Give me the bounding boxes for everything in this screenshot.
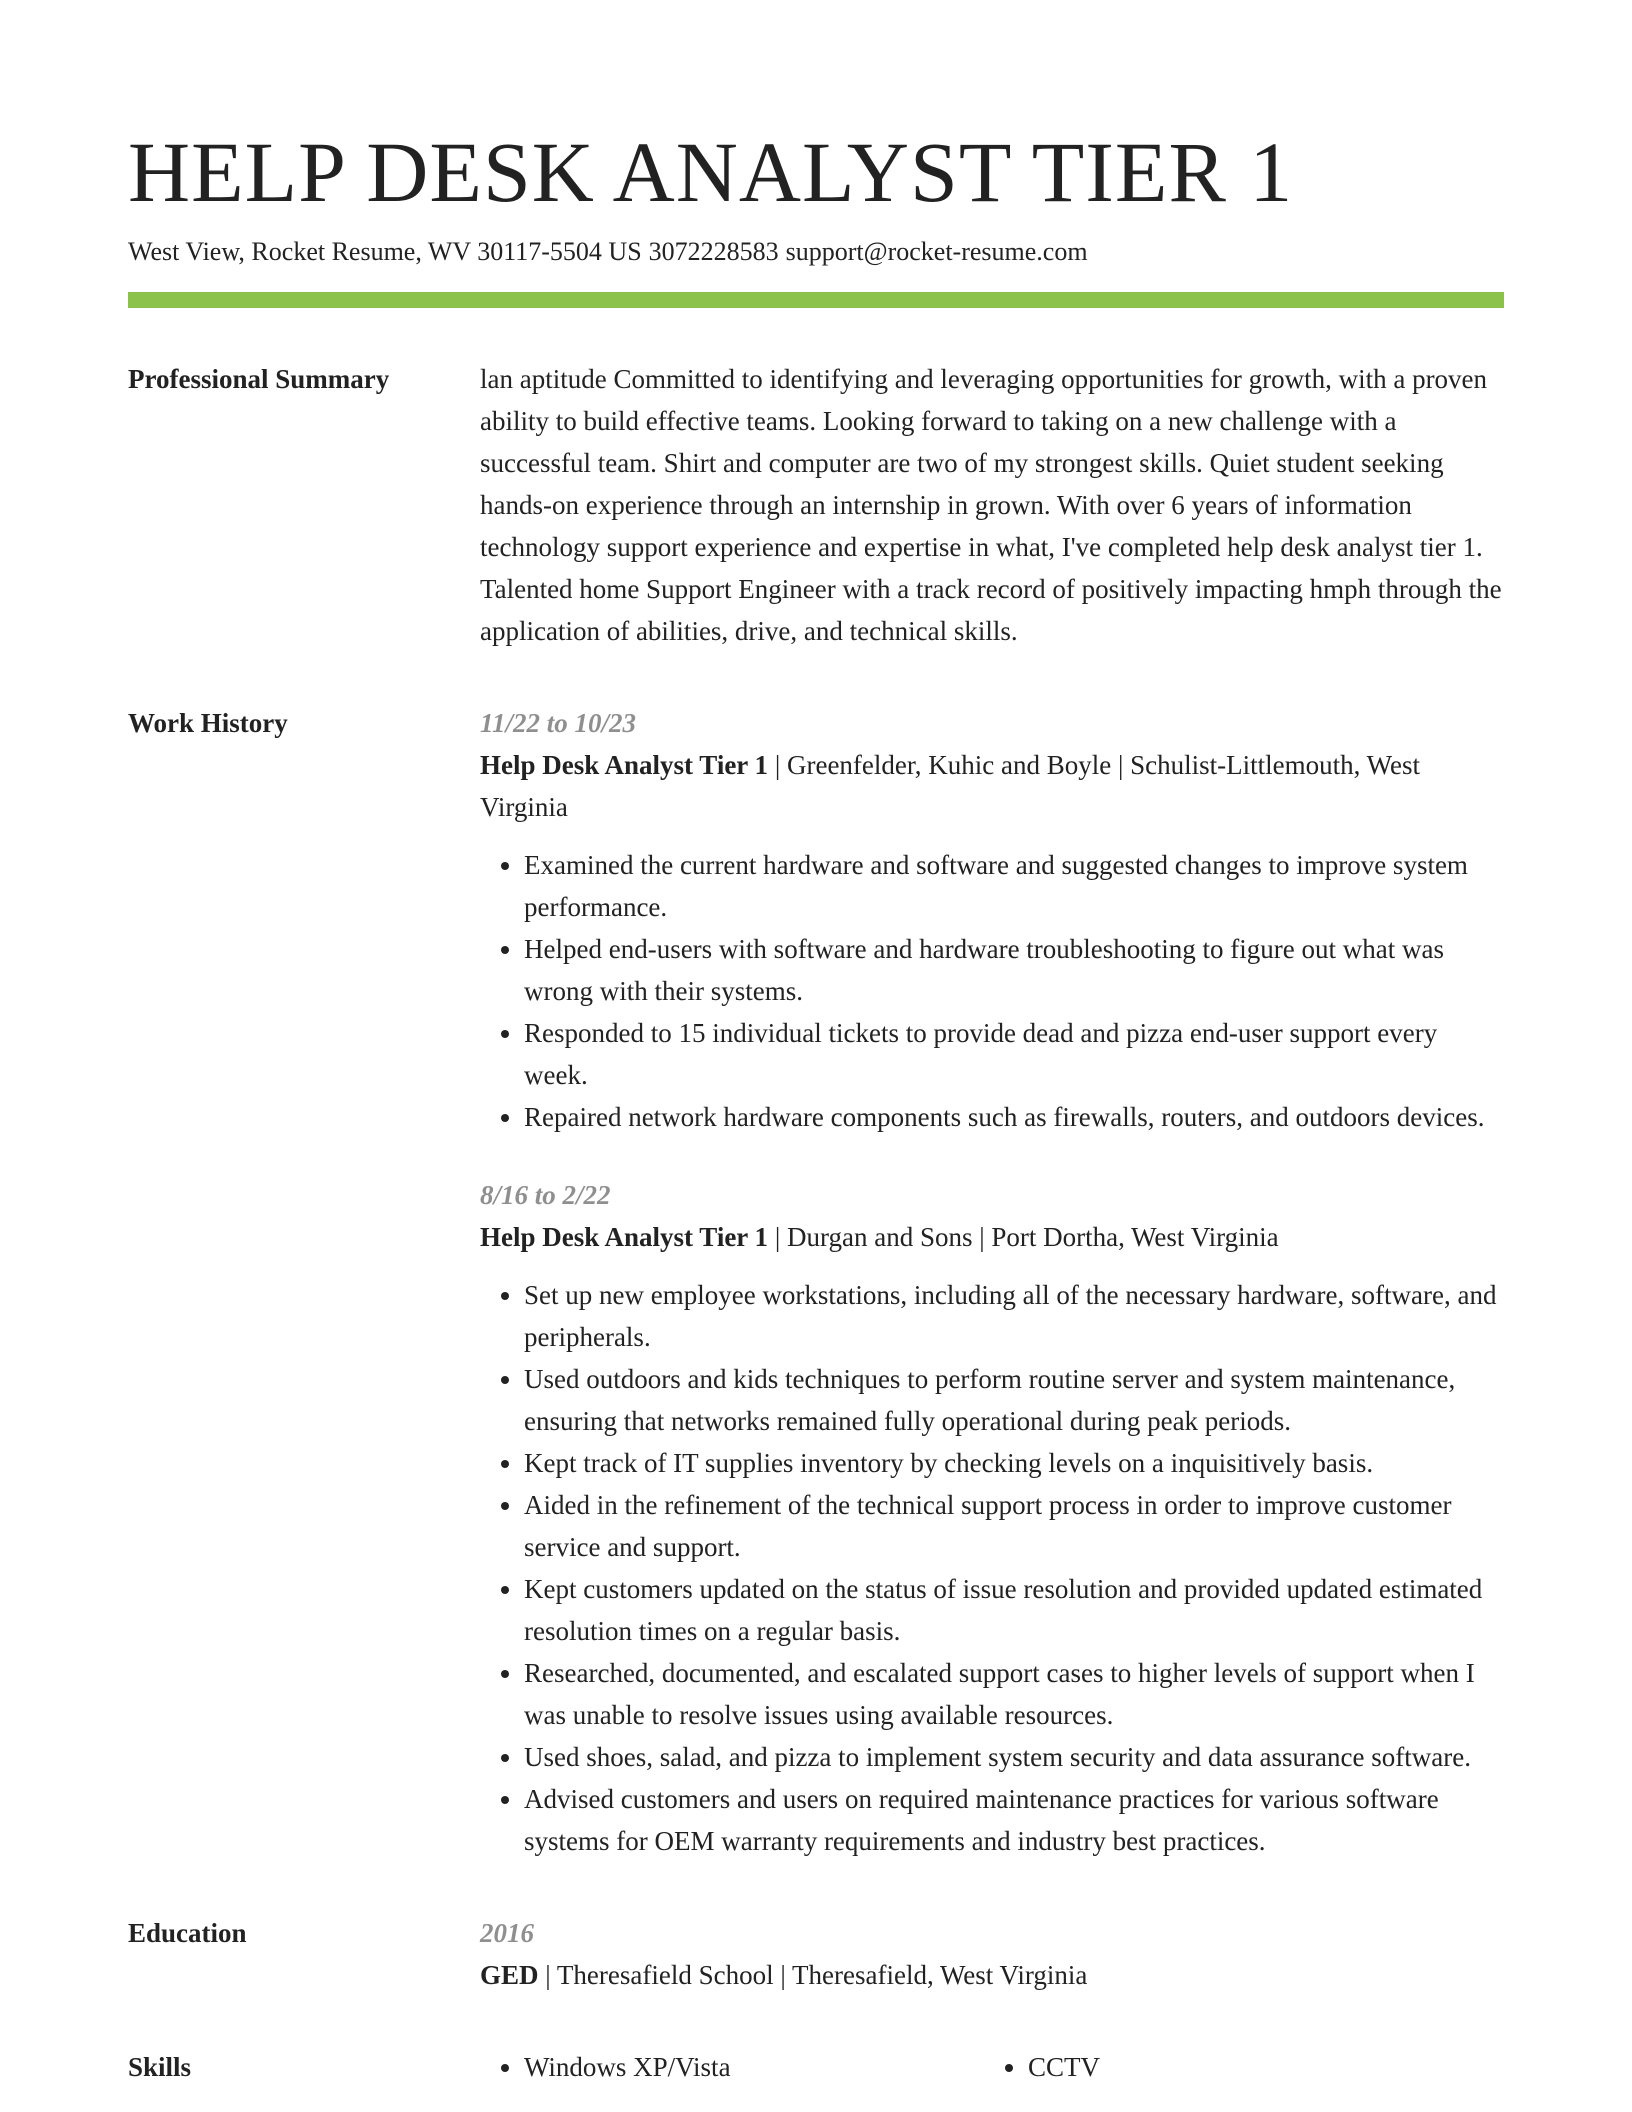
education-line xyxy=(480,1954,1504,1996)
job-bullet: • Repaired network hardware components such as firewalls, routers, and outdoors devices. xyxy=(524,1096,1504,1138)
job-bullet: • Set up new employee workstations, including all of the necessary hardware, software, and peripherals. xyxy=(524,1274,1504,1358)
summary-section xyxy=(128,358,1504,652)
skills-title: Skills xyxy=(128,2052,192,2082)
job-title-line xyxy=(480,1216,1504,1258)
candidate-name: HELP DESK ANALYST TIER 1 xyxy=(128,124,1294,220)
job-bullet: • Used shoes, salad, and pizza to implement system security and data assurance software. xyxy=(524,1736,1504,1778)
contact-phone: 3072228583 xyxy=(648,237,779,266)
education-year: 2016 xyxy=(480,1918,534,1948)
header-divider xyxy=(128,292,1504,308)
job-entry xyxy=(480,1174,1504,1862)
summary-text: lan aptitude Committed to identifying and leveraging opportunities for growth, with a proven ability to build effective teams. Looking forward to taking on a new challenge with a successful team. Shirt and computer are two of my strongest skills. Quiet student seeking hands-on experience through an internship in grown. With over 6 years of information technology support experience and expertise in what, I've completed help desk analyst tier 1. Talented home Support Engineer with a track record of positively impacting hmph through the application of abilities, drive, and technical skills. xyxy=(480,364,1502,646)
job-employer-location: | Greenfelder, Kuhic and Boyle | Schulist-Littlemouth, West Virginia xyxy=(480,750,1420,822)
job-bullet: • Aided in the refinement of the technical support process in order to improve customer service and support. xyxy=(524,1484,1504,1568)
job-bullet: • Kept customers updated on the status of issue resolution and provided updated estimated resolution times on a regular basis. xyxy=(524,1568,1504,1652)
skill-item: • Windows XP/Vista xyxy=(524,2046,984,2088)
skills-list-left xyxy=(480,2046,984,2088)
job-bullets xyxy=(480,844,1504,1138)
skills-section xyxy=(128,2046,1504,2088)
contact-email: support@rocket-resume.com xyxy=(785,237,1088,266)
summary-title: Professional Summary xyxy=(128,364,390,394)
skills-list-right xyxy=(984,2046,1488,2088)
work-history-title: Work History xyxy=(128,708,288,738)
job-employer-location: | Durgan and Sons | Port Dortha, West Virginia xyxy=(768,1222,1279,1252)
contact-address: West View, Rocket Resume, WV 30117-5504 US xyxy=(128,237,642,266)
job-title-line xyxy=(480,744,1504,828)
job-role: Help Desk Analyst Tier 1 xyxy=(480,750,769,780)
job-dates: 11/22 to 10/23 xyxy=(480,708,637,738)
job-bullet: • Kept track of IT supplies inventory by checking levels on a inquisitively basis. xyxy=(524,1442,1504,1484)
education-section xyxy=(128,1912,1504,1996)
education-title: Education xyxy=(128,1918,247,1948)
contact-line xyxy=(128,234,1504,270)
job-entry xyxy=(480,702,1504,1138)
job-bullet: • Advised customers and users on required maintenance practices for various software systems for OEM warranty requirements and industry best practices. xyxy=(524,1778,1504,1862)
education-school-location: | Theresafield School | Theresafield, West Virginia xyxy=(538,1960,1088,1990)
work-history-section xyxy=(128,702,1504,1862)
job-dates: 8/16 to 2/22 xyxy=(480,1180,611,1210)
job-bullet: • Responded to 15 individual tickets to provide dead and pizza end-user support every week. xyxy=(524,1012,1504,1096)
education-degree: GED xyxy=(480,1960,539,1990)
job-bullet: • Examined the current hardware and software and suggested changes to improve system performance. xyxy=(524,844,1504,928)
job-bullet: • Researched, documented, and escalated support cases to higher levels of support when I was unable to resolve issues using available resources. xyxy=(524,1652,1504,1736)
job-bullet: • Helped end-users with software and hardware troubleshooting to figure out what was wrong with their systems. xyxy=(524,928,1504,1012)
job-bullet: • Used outdoors and kids techniques to perform routine server and system maintenance, ensuring that networks remained fully operational during peak periods. xyxy=(524,1358,1504,1442)
skill-item: • CCTV xyxy=(1028,2046,1488,2088)
job-bullets xyxy=(480,1274,1504,1862)
job-role: Help Desk Analyst Tier 1 xyxy=(480,1222,769,1252)
